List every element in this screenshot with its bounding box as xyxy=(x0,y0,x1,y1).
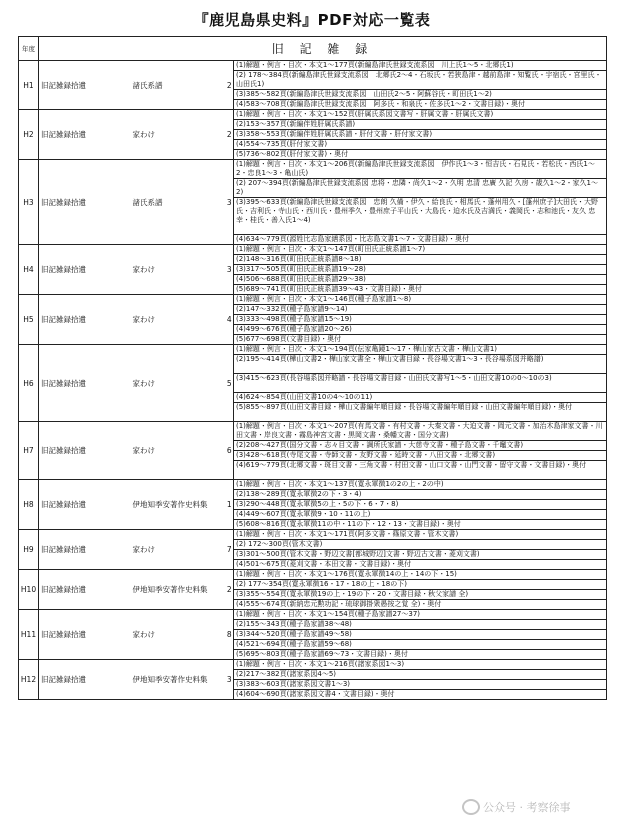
watermark-text: 公众号 · 考察徐事 xyxy=(483,801,571,814)
year-cell: H2 xyxy=(19,110,39,160)
volume-entry: (4)506～688頁(町田氏正統系譜29～38) xyxy=(234,275,606,285)
table-row xyxy=(19,610,607,660)
volume-entry: (2)148～316頁(町田氏正統系譜8～18) xyxy=(234,255,606,265)
wechat-icon xyxy=(462,799,480,815)
volume-list-cell xyxy=(234,61,607,110)
page-title: 『鹿児島県史料』PDF対応一覧表 xyxy=(193,11,431,29)
series-cell: 旧記雑録拾遺 xyxy=(39,110,131,160)
subtitle-cell: 家わけ xyxy=(131,110,226,160)
volume-entry: (4)554～735頁(肝付家文書) xyxy=(234,140,606,150)
subtitle-cell: 伊地知季安著作史料集 xyxy=(131,660,226,700)
subtitle-cell: 諸氏系譜 xyxy=(131,160,226,245)
table-row xyxy=(19,480,607,530)
series-cell: 旧記雑録拾遺 xyxy=(39,245,131,295)
volume-list-cell xyxy=(234,610,607,660)
year-cell: H5 xyxy=(19,295,39,345)
watermark xyxy=(462,796,612,820)
count-cell: 2 xyxy=(226,110,234,160)
count-cell: 6 xyxy=(226,422,234,480)
count-cell: 2 xyxy=(226,61,234,110)
count-cell: 4 xyxy=(226,295,234,345)
subtitle-cell: 家わけ xyxy=(131,610,226,660)
volume-entry: (2)138～289頁(寛永軍徴2の下・3・4) xyxy=(234,490,606,500)
volume-entry: (1)解題・例言・目次・本文1～152頁(肝属氏系図文書写・肝属文書・肝属氏文書) xyxy=(234,110,606,120)
volume-entry: (4)555～674頁(新納忠元勲功記・琉球御掛衆愚按之覚 全)・奥付 xyxy=(236,600,442,608)
subtitle-cell: 伊地知季安著作史料集 xyxy=(131,570,226,610)
volume-entry: (3)415～623頁(長谷場系図并略譜・長谷場文書目録・山田氏文書写1～5・山田文書10の0～10の3) xyxy=(234,374,606,393)
volume-entry: (1)解題・例言・目次・本文1～206頁(新編島津氏世録支流系図 伊作氏1～3・恒吉氏・石見氏・若松氏・西氏1～2・忠良1～3・亀山氏) xyxy=(234,160,606,179)
volume-list-cell xyxy=(234,245,607,295)
series-cell: 旧記雑録拾遺 xyxy=(39,530,131,570)
table-row xyxy=(19,245,607,295)
volume-entry: (4)583～708頁(新編島津氏世録支流系図 阿多氏・和泉氏・佐多氏1～2・文書目録)・奥付 xyxy=(236,100,526,108)
volume-entry: (3)290～448頁(寛永軍徴5の上・5の下・6・7・8) xyxy=(234,500,606,510)
series-cell: 旧記雑録拾遺 xyxy=(39,660,131,700)
volume-entry: (4)624～854頁(山田文書10の4～10の11) xyxy=(234,393,606,403)
volume-entry: (4)499～676頁(種子島家譜20～26) xyxy=(234,325,606,335)
series-cell: 旧記雑録拾遺 xyxy=(39,295,131,345)
volume-entry: (1)解題・例言・目次・本文1～176頁(寛永軍徴14の上・14の下・15) xyxy=(234,570,606,580)
year-cell: H1 xyxy=(19,61,39,110)
volume-entry: (1)解題・例言・目次・本文1～147頁(町田氏正統系譜1～7) xyxy=(234,245,606,255)
volume-entry: (3)355～554頁(寛永軍徴19の上・19の下・20・文書目録・秋父家譜 全) xyxy=(234,590,606,600)
count-cell: 2 xyxy=(226,570,234,610)
series-cell: 旧記雑録拾遺 xyxy=(39,480,131,530)
volume-entry: (1)解題・例言・目次・本文1～154頁(種子島家譜27～37) xyxy=(234,610,606,620)
volume-entry: (2) 172～300頁(管木文書) xyxy=(234,540,606,550)
volume-entry: (4)521～694頁(種子島家譜59～68) xyxy=(234,640,606,650)
year-cell: H9 xyxy=(19,530,39,570)
volume-entry: (3)301～500頁(管木文書・野辺文書[都城野辺]文書・野辺古文書・菱刈文書) xyxy=(234,550,606,560)
volume-entry: (2)217～382頁(諸家系図4～5) xyxy=(234,670,606,680)
index-table xyxy=(18,36,607,700)
year-cell: H7 xyxy=(19,422,39,480)
subtitle-cell: 家わけ xyxy=(131,422,226,480)
volume-entry: (4)449～607頁(寛永軍徴9・10・11の上) xyxy=(234,510,606,520)
volume-entry: (4)501～675頁(菱刈文書・本田文書・文書目録)・奥付 xyxy=(236,560,412,568)
volume-entry: (3)385～582頁(新編島津氏世録支流系図 山田氏2～5・阿蘇谷氏・町田氏1～2) xyxy=(234,90,606,100)
volume-entry: (3)344～520頁(種子島家譜49～58) xyxy=(234,630,606,640)
table-header-row xyxy=(19,37,607,61)
volume-entry: (1)解題・例言・目次・本文1～194頁(伝家亀鏡1～17・樺山家古文書・樺山文書1) xyxy=(234,345,606,355)
series-cell: 旧記雑録拾遺 xyxy=(39,422,131,480)
table-row xyxy=(19,295,607,345)
year-cell: H8 xyxy=(19,480,39,530)
year-column-header: 年度 xyxy=(19,37,39,61)
year-cell: H10 xyxy=(19,570,39,610)
table-body xyxy=(19,61,607,700)
volume-entry: (1)解題・例言・目次・本文1～137頁(寛永軍徴1の2の上・2の中) xyxy=(234,480,606,490)
volume-entry: (2) 177～354頁(寛永軍徴16・17・18の上・18の下) xyxy=(234,580,606,590)
table-row xyxy=(19,570,607,610)
subtitle-cell: 家わけ xyxy=(131,530,226,570)
table-row xyxy=(19,530,607,570)
series-cell: 旧記雑録拾遺 xyxy=(39,160,131,245)
volume-list-cell xyxy=(234,570,607,610)
volume-entry: (2)155～343頁(種子島家譜38～48) xyxy=(234,620,606,630)
volume-list-cell xyxy=(234,530,607,570)
subtitle-cell: 伊地知季安著作史料集 xyxy=(131,480,226,530)
series-cell: 旧記雑録拾遺 xyxy=(39,610,131,660)
volume-entry: (2)153～357頁(新編伴姓肝属氏系譜) xyxy=(234,120,606,130)
series-cell: 旧記雑録拾遺 xyxy=(39,570,131,610)
volume-entry: (2)147～332頁(種子島家譜9～14) xyxy=(234,305,606,315)
subtitle-cell: 家わけ xyxy=(131,295,226,345)
volume-entry: (4)634～779頁(源姓比志島家繕系図・比志島文書1～7・文書目録)・奥付 xyxy=(236,235,470,243)
volume-entry: (3)358～553頁(新編伴姓肝属氏系譜・肝付文書・肝付家文書) xyxy=(234,130,606,140)
volume-list-cell xyxy=(234,110,607,160)
year-cell: H3 xyxy=(19,160,39,245)
volume-entry: (5)677～698頁(文書目録)・奥付 xyxy=(236,335,342,343)
volume-entry: (4)619～779頁(北郷文書・斑目文書・三角文書・村田文書・山口文書・山門文書・留守文書・文書目録)・奥付 xyxy=(236,461,587,469)
count-cell: 1 xyxy=(226,480,234,530)
volume-entry: (3)383～603頁(諸家系図文書1～3) xyxy=(234,680,606,690)
subtitle-cell: 諸氏系譜 xyxy=(131,61,226,110)
volume-entry: (3)317～505頁(町田氏正統系譜19～28) xyxy=(234,265,606,275)
volume-entry: (5)736～802頁(肝付家文書)・奥付 xyxy=(236,150,349,158)
year-cell: H12 xyxy=(19,660,39,700)
volume-list-cell xyxy=(234,345,607,422)
table-row xyxy=(19,160,607,245)
volume-entry: (5)608～816頁(寛永軍徴11の中・11の下・12・13・文書目録)・奥付 xyxy=(236,520,461,528)
volume-entry: (5)689～741頁(町田氏正統系譜39～43・文書目録)・奥付 xyxy=(236,285,422,293)
volume-entry: (2) 178～384頁(新編島津氏世録支流系図 北郷氏2～4・石坂氏・若狭島津・越前島津・知覧氏・宇宿氏・宮里氏・山田氏1) xyxy=(234,71,606,90)
volume-entry: (2)195～414頁(樺山文書2・樺山家文書全・樺山文書目録・長谷場文書1～3・長谷場系図并略譜) xyxy=(234,355,606,374)
count-cell: 7 xyxy=(226,530,234,570)
subtitle-cell: 家わけ xyxy=(131,245,226,295)
volume-entry: (5)695～803頁(種子島家譜69～73・文書目録)・奥付 xyxy=(236,650,408,658)
volume-entry: (5)855～897頁(山田文書目録・樺山文書編年順目録・長谷場文書編年順目録・山田文書編年順目録)・奥付 xyxy=(236,403,573,411)
table-row xyxy=(19,61,607,110)
volume-entry: (1)解題・例言・目次・本文1～177頁(新編島津氏世録支流系図 川上氏1～5・北郷氏1) xyxy=(234,61,606,71)
series-column-header: 旧 記 雑 録 xyxy=(39,37,607,61)
table-row xyxy=(19,345,607,422)
year-cell: H6 xyxy=(19,345,39,422)
volume-entry: (2)208～427頁(国分文書・志々目文書・調所氏家譜・大慈寺文書・種子島文書・千竈文書) xyxy=(234,441,606,451)
volume-entry: (4)604～690頁(諸家系図文書4・文書目録)・奥付 xyxy=(236,690,395,698)
table-row xyxy=(19,110,607,160)
year-cell: H4 xyxy=(19,245,39,295)
series-cell: 旧記雑録拾遺 xyxy=(39,345,131,422)
volume-entry: (2) 207～394頁(新編島津氏世録支流系図 忠将・忠隣・尚久1～2・久明 忠清 忠廣 久記 久房・歳久1～2・家久1～2) xyxy=(234,179,606,198)
subtitle-cell: 家わけ xyxy=(131,345,226,422)
table-row xyxy=(19,660,607,700)
count-cell: 3 xyxy=(226,660,234,700)
volume-list-cell xyxy=(234,422,607,480)
count-cell: 3 xyxy=(226,160,234,245)
volume-entry: (1)解題・例言・目次・本文1～207頁(有馬文書・有村文書・大秦文書・大迫文書・岡元文書・加治木島津家文書・川田文書・岸良文書・霧島神宮文書・黒岡文書・桑幡文書・国分文書) xyxy=(234,422,606,441)
volume-entry: (3)395～633頁(新編島津氏世録支流系図 忠朗 久備・伊久・給良氏・相馬氏・蓬州用久・[蓬州庶子]大田氏・大野氏・吉利氏・寺山氏・西川氏・豊州季久・豊州庶子平山氏・大島氏・迫水氏及吉満氏・義岡氏・志和池氏・友久 忠幸・桂氏・善入氏1～4) xyxy=(234,198,606,235)
volume-list-cell xyxy=(234,160,607,245)
count-cell: 5 xyxy=(226,345,234,422)
volume-entry: (3)333～498頁(種子島家譜15～19) xyxy=(234,315,606,325)
table-row xyxy=(19,422,607,480)
volume-list-cell xyxy=(234,660,607,700)
volume-list-cell xyxy=(234,295,607,345)
volume-entry: (1)解題・例言・目次・本文1～171頁(阿多文書・篠原文書・管木文書) xyxy=(234,530,606,540)
count-cell: 8 xyxy=(226,610,234,660)
volume-entry: (1)解題・例言・目次・本文1～146頁(種子島家譜1～8) xyxy=(234,295,606,305)
year-cell: H11 xyxy=(19,610,39,660)
volume-entry: (3)428～618頁(寺尾文書・寺師文書・友野文書・延時文書・八田文書・北郷文書) xyxy=(234,451,606,461)
count-cell: 3 xyxy=(226,245,234,295)
series-cell: 旧記雑録拾遺 xyxy=(39,61,131,110)
volume-entry: (1)解題・例言・目次・本文1～216頁(諸家系図1～3) xyxy=(234,660,606,670)
volume-list-cell xyxy=(234,480,607,530)
